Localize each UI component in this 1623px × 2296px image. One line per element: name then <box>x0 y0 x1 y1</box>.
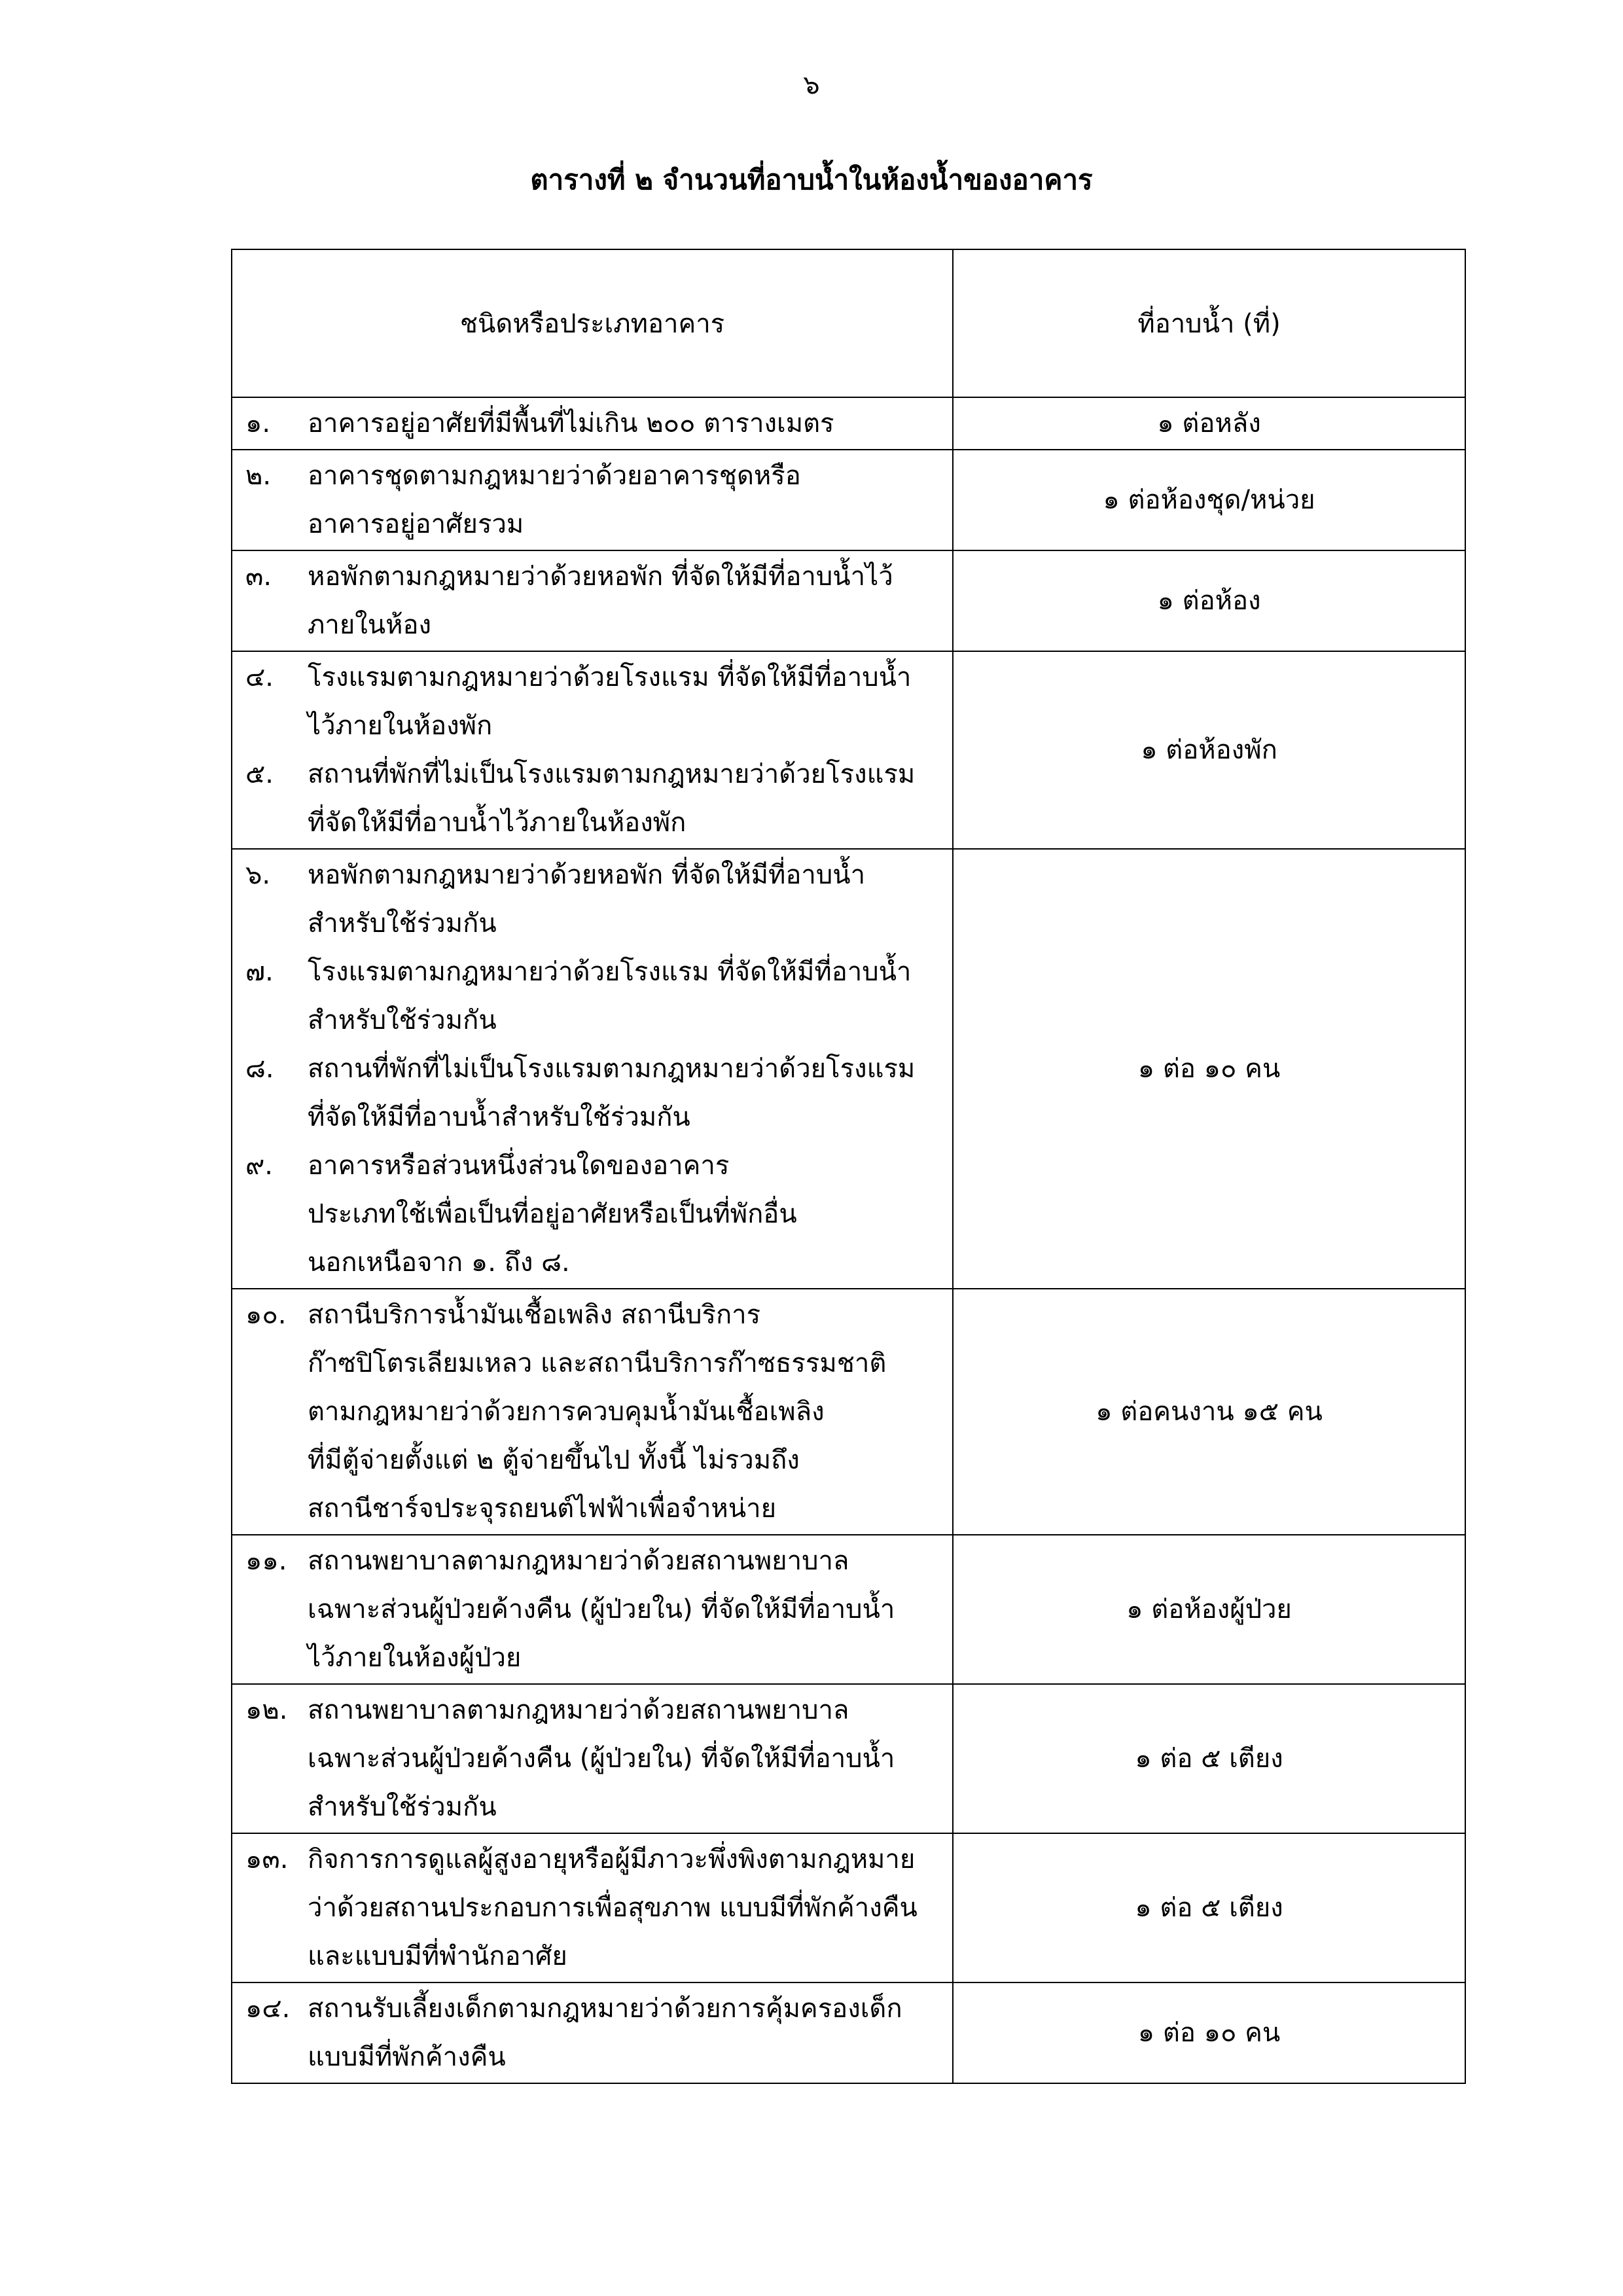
item-text-line: ภายในห้อง <box>308 610 432 640</box>
item-number: ๑๑. <box>245 1546 287 1576</box>
item-number: ๑๒. <box>245 1695 288 1725</box>
bath-count-cell: ๑ ต่อคนงาน ๑๕ คน <box>953 1289 1465 1535</box>
item-text-line: ประเภทใช้เพื่อเป็นที่อยู่อาศัยหรือเป็นที่พักอื่น <box>308 1199 797 1229</box>
item-number: ๑๔. <box>245 1994 291 2024</box>
list-item <box>245 1984 946 2081</box>
item-text <box>308 452 946 548</box>
bath-count-cell: ๑ ต่อ ๑๐ คน <box>953 849 1465 1289</box>
header-baths: ที่อาบน้ำ (ที่) <box>953 249 1465 397</box>
building-type-cell <box>232 450 953 550</box>
item-text-line: ที่มีตู้จ่ายตั้งแต่ ๒ ตู้จ่ายขึ้นไป ทั้งนี้ ไม่รวมถึง <box>308 1445 800 1475</box>
item-text-line: โรงแรมตามกฎหมายว่าด้วยโรงแรม ที่จัดให้มีที่อาบน้ำ <box>308 957 912 987</box>
table-row <box>232 550 1465 651</box>
item-text <box>308 1835 946 1981</box>
item-text-line: กิจการการดูแลผู้สูงอายุหรือผู้มีภาวะพึ่งพิงตามกฎหมาย <box>308 1844 916 1874</box>
item-text-line: สถานที่พักที่ไม่เป็นโรงแรมตามกฎหมายว่าด้วยโรงแรม <box>308 759 916 789</box>
item-text <box>308 399 946 448</box>
building-type-cell <box>232 1684 953 1833</box>
item-text-line: สถานพยาบาลตามกฎหมายว่าด้วยสถานพยาบาล <box>308 1695 849 1725</box>
item-text <box>308 1045 946 1141</box>
list-item <box>245 399 946 448</box>
list-item <box>245 1045 946 1141</box>
item-number: ๓. <box>245 562 272 592</box>
item-number: ๘. <box>245 1054 274 1084</box>
item-number: ๖. <box>245 860 271 890</box>
item-text-line: ไว้ภายในห้องผู้ป่วย <box>308 1643 522 1673</box>
table-row <box>232 1833 1465 1982</box>
item-text-line: หอพักตามกฎหมายว่าด้วยหอพัก ที่จัดให้มีที่อาบน้ำ <box>308 860 866 890</box>
item-text-line: ที่จัดให้มีที่อาบน้ำสำหรับใช้ร่วมกัน <box>308 1102 690 1132</box>
building-type-cell <box>232 550 953 651</box>
item-text-line: ที่จัดให้มีที่อาบน้ำไว้ภายในห้องพัก <box>308 808 687 838</box>
bath-count-cell: ๑ ต่อห้องผู้ป่วย <box>953 1535 1465 1684</box>
page-number: ๖ <box>803 70 820 100</box>
item-number: ๗. <box>245 957 274 987</box>
bath-count-cell: ๑ ต่อห้อง <box>953 550 1465 651</box>
item-text <box>308 1291 946 1533</box>
bath-count-cell: ๑ ต่อห้องชุด/หน่วย <box>953 450 1465 550</box>
list-item <box>245 653 946 750</box>
page-title: ตารางที่ ๒ จำนวนที่อาบน้ำในห้องน้ำของอาคาร <box>530 164 1093 196</box>
item-text <box>308 750 946 847</box>
bath-count-cell: ๑ ต่อหลัง <box>953 397 1465 450</box>
item-text-line: ไว้ภายในห้องพัก <box>308 711 493 741</box>
table-row <box>232 1684 1465 1833</box>
list-item <box>245 452 946 548</box>
item-text <box>308 1141 946 1287</box>
item-text-line: โรงแรมตามกฎหมายว่าด้วยโรงแรม ที่จัดให้มีที่อาบน้ำ <box>308 662 912 692</box>
item-number: ๕. <box>245 759 274 789</box>
table-row <box>232 397 1465 450</box>
item-text-line: เฉพาะส่วนผู้ป่วยค้างคืน (ผู้ป่วยใน) ที่จัดให้มีที่อาบน้ำ <box>308 1594 895 1624</box>
table-row <box>232 651 1465 849</box>
bath-requirement-table <box>231 249 1466 2084</box>
list-item <box>245 1835 946 1981</box>
list-item <box>245 552 946 649</box>
item-text <box>308 1686 946 1831</box>
building-type-cell <box>232 1535 953 1684</box>
item-text-line: อาคารหรือส่วนหนึ่งส่วนใดของอาคาร <box>308 1151 730 1181</box>
item-text-line: สถานพยาบาลตามกฎหมายว่าด้วยสถานพยาบาล <box>308 1546 849 1576</box>
item-text-line: อาคารอยู่อาศัยรวม <box>308 509 524 539</box>
building-type-cell <box>232 849 953 1289</box>
item-text-line: อาคารอยู่อาศัยที่มีพื้นที่ไม่เกิน ๒๐๐ ตารางเมตร <box>308 408 834 439</box>
list-item <box>245 851 946 948</box>
building-type-cell <box>232 1982 953 2083</box>
item-text <box>308 1537 946 1682</box>
item-text-line: ก๊าซปิโตรเลียมเหลว และสถานีบริการก๊าซธรรมชาติ <box>308 1348 887 1378</box>
bath-count-cell: ๑ ต่อ ๑๐ คน <box>953 1982 1465 2083</box>
item-text <box>308 552 946 649</box>
item-text-line: แบบมีที่พักค้างคืน <box>308 2042 506 2072</box>
item-number: ๑๐. <box>245 1300 287 1330</box>
item-text-line: สำหรับใช้ร่วมกัน <box>308 1792 497 1822</box>
item-text-line: ตามกฎหมายว่าด้วยการควบคุมน้ำมันเชื้อเพลิง <box>308 1397 825 1427</box>
table-row <box>232 1982 1465 2083</box>
list-item <box>245 1141 946 1287</box>
building-type-cell <box>232 651 953 849</box>
item-text-line: หอพักตามกฎหมายว่าด้วยหอพัก ที่จัดให้มีที่อาบน้ำไว้ <box>308 562 893 592</box>
item-text-line: สถานที่พักที่ไม่เป็นโรงแรมตามกฎหมายว่าด้วยโรงแรม <box>308 1054 916 1084</box>
table-row <box>232 849 1465 1289</box>
list-item <box>245 750 946 847</box>
list-item <box>245 1686 946 1831</box>
item-text <box>308 851 946 948</box>
item-text <box>308 948 946 1045</box>
item-text-line: สถานีชาร์จประจุรถยนต์ไฟฟ้าเพื่อจำหน่าย <box>308 1494 777 1524</box>
item-number: ๔. <box>245 662 274 692</box>
bath-count-cell: ๑ ต่อ ๕ เตียง <box>953 1684 1465 1833</box>
item-number: ๑๓. <box>245 1844 289 1874</box>
table-body <box>232 397 1465 2083</box>
item-text <box>308 1984 946 2081</box>
item-number: ๑. <box>245 408 271 439</box>
item-text-line: อาคารชุดตามกฎหมายว่าด้วยอาคารชุดหรือ <box>308 461 801 491</box>
item-text-line: สถานรับเลี้ยงเด็กตามกฎหมายว่าด้วยการคุ้มครองเด็ก <box>308 1994 902 2024</box>
item-text <box>308 653 946 750</box>
item-text-line: ว่าด้วยสถานประกอบการเพื่อสุขภาพ แบบมีที่พักค้างคืน <box>308 1893 918 1923</box>
item-text-line: สถานีบริการน้ำมันเชื้อเพลิง สถานีบริการ <box>308 1300 761 1330</box>
item-text-line: สำหรับใช้ร่วมกัน <box>308 1005 497 1035</box>
item-text-line: และแบบมีที่พำนักอาศัย <box>308 1941 567 1971</box>
bath-count-cell: ๑ ต่อ ๕ เตียง <box>953 1833 1465 1982</box>
item-number: ๒. <box>245 461 272 491</box>
list-item <box>245 948 946 1045</box>
table-row <box>232 1289 1465 1535</box>
building-type-cell <box>232 397 953 450</box>
bath-count-cell: ๑ ต่อห้องพัก <box>953 651 1465 849</box>
building-type-cell <box>232 1289 953 1535</box>
item-number: ๙. <box>245 1151 274 1181</box>
item-text-line: นอกเหนือจาก ๑. ถึง ๘. <box>308 1247 570 1278</box>
table-header-row <box>232 249 1465 397</box>
item-text-line: เฉพาะส่วนผู้ป่วยค้างคืน (ผู้ป่วยใน) ที่จัดให้มีที่อาบน้ำ <box>308 1744 895 1774</box>
list-item <box>245 1537 946 1682</box>
building-type-cell <box>232 1833 953 1982</box>
list-item <box>245 1291 946 1533</box>
table-row <box>232 1535 1465 1684</box>
header-building-type: ชนิดหรือประเภทอาคาร <box>232 249 953 397</box>
item-text-line: สำหรับใช้ร่วมกัน <box>308 908 497 939</box>
table-row <box>232 450 1465 550</box>
